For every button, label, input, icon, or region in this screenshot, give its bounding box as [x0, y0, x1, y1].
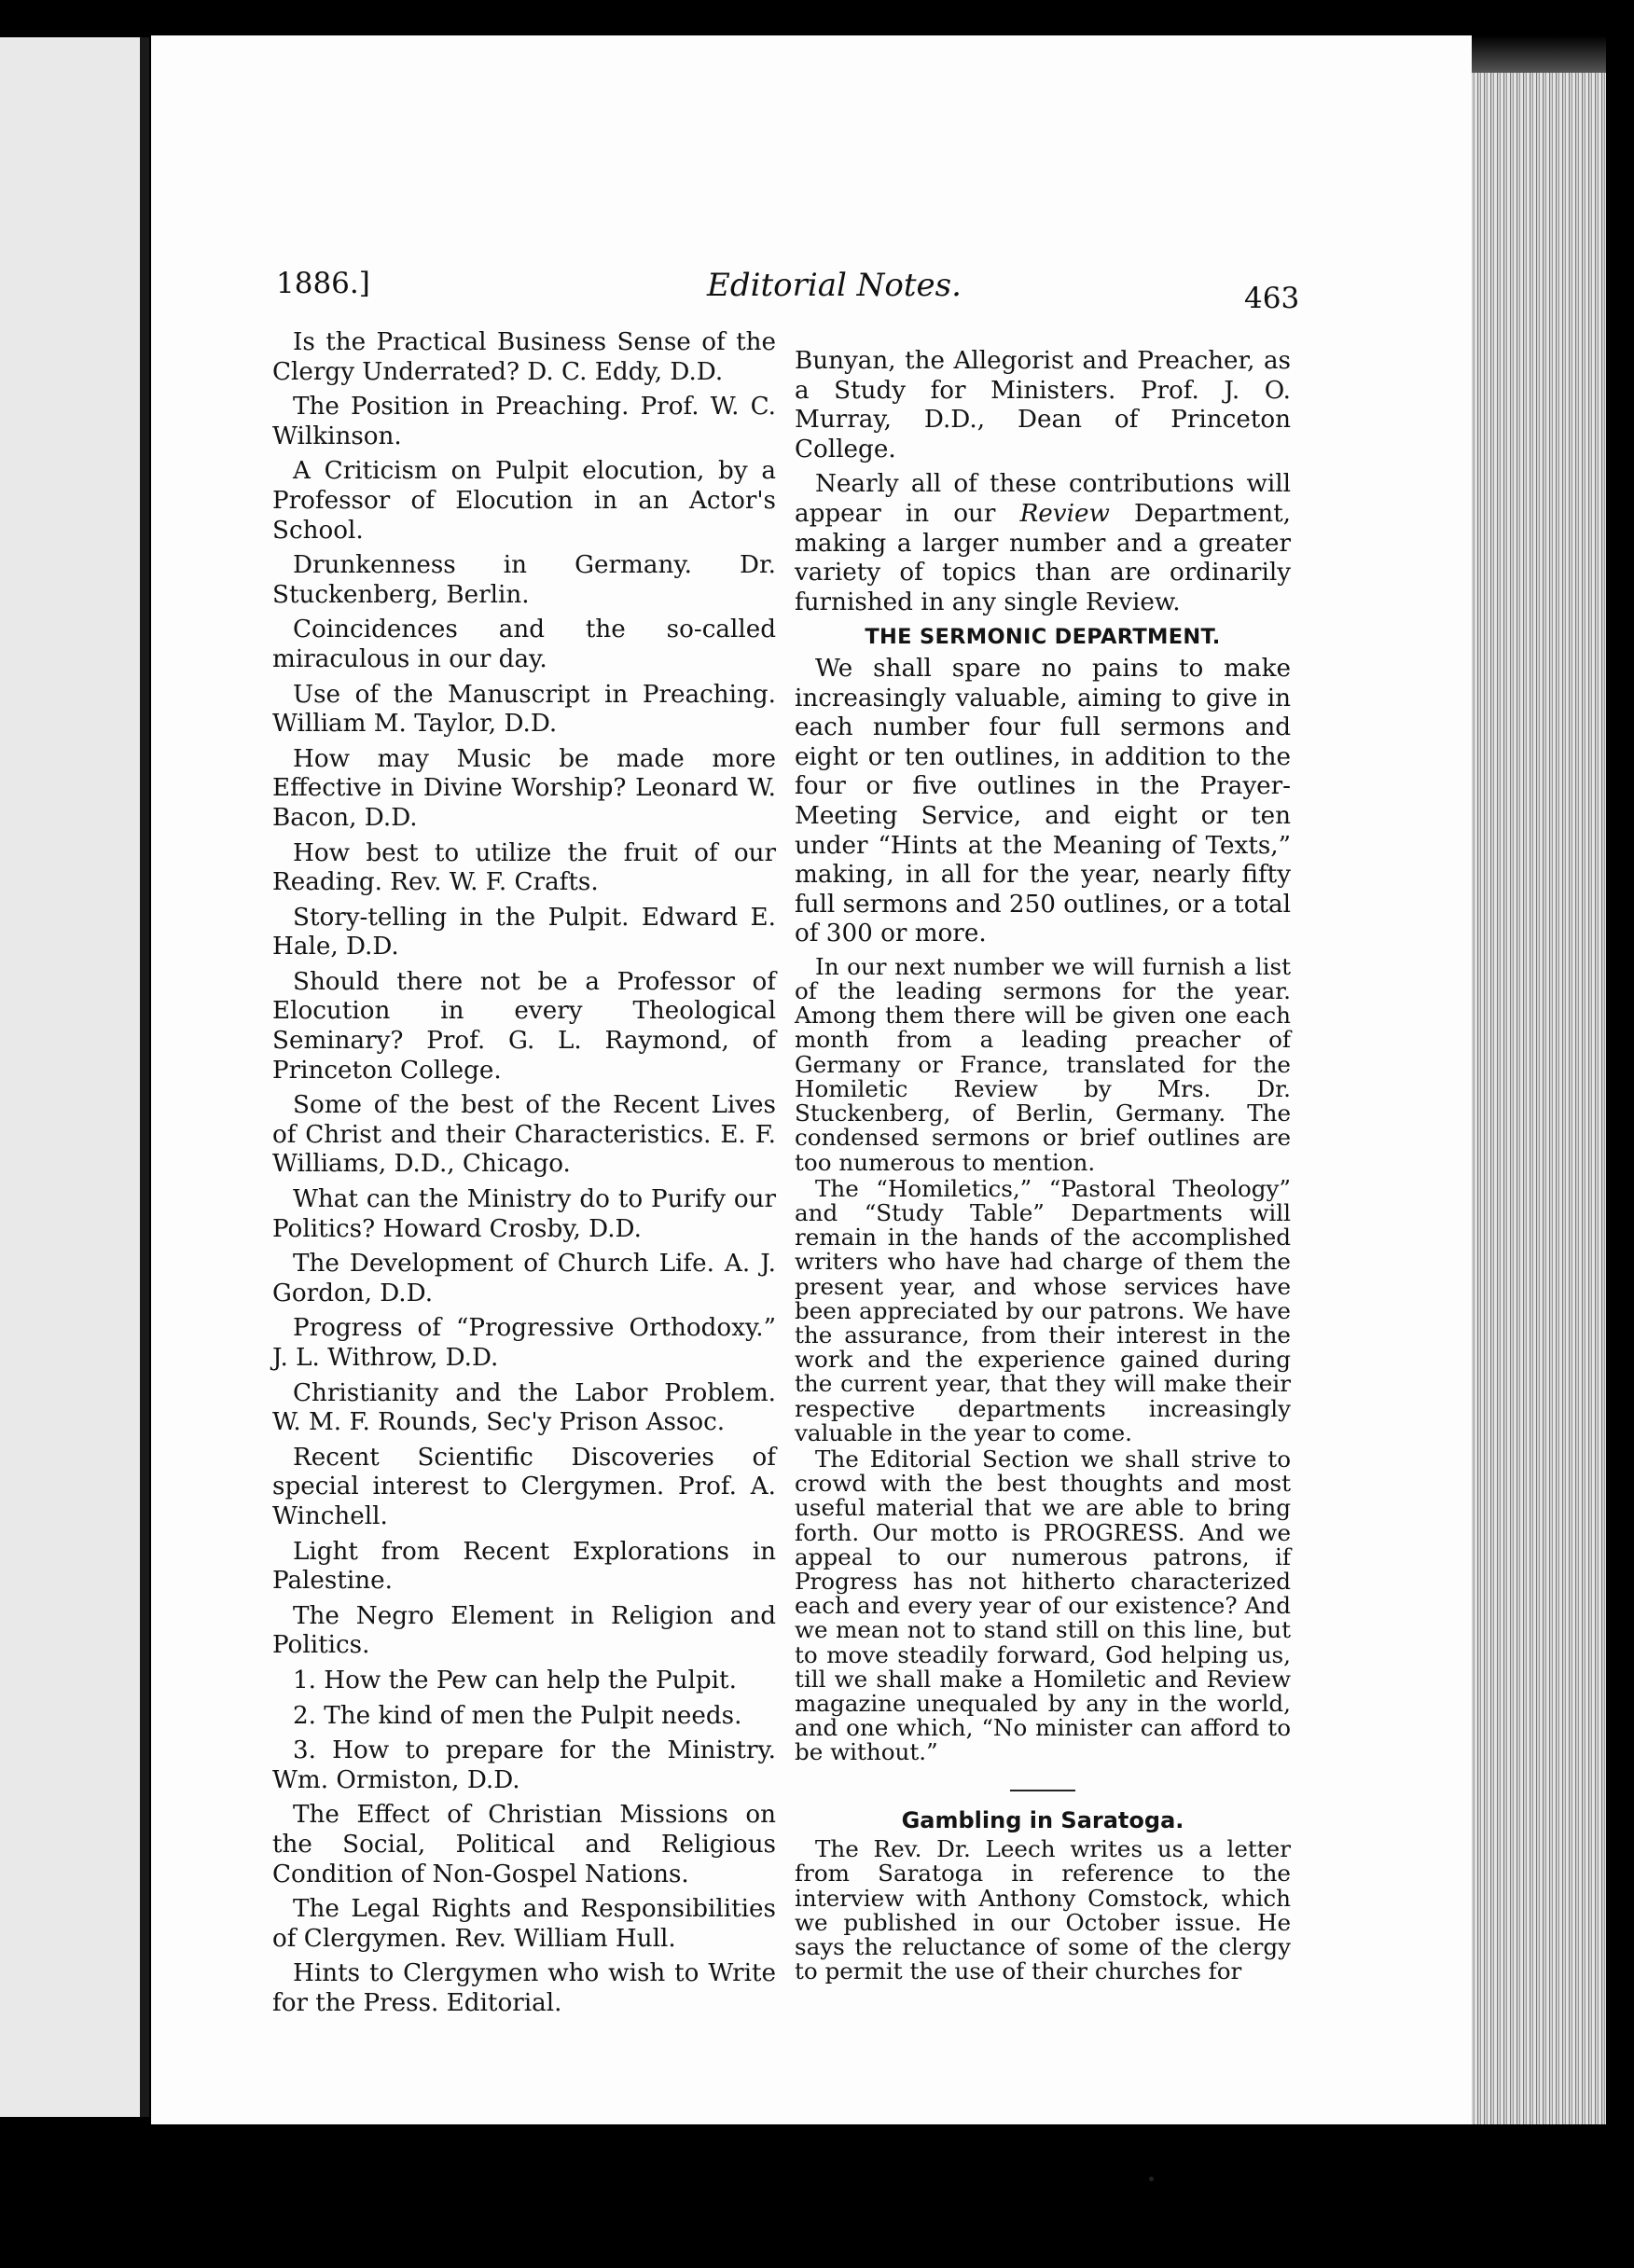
contents-item: Hints to Clergymen who wish to Write for the Press. Editorial. [272, 1959, 776, 2017]
contributions-paragraph [795, 470, 1291, 617]
contents-item: Recent Scientific Discoveries of special interest to Clergymen. Prof. A. Winchell. [272, 1443, 776, 1530]
contents-item: Should there not be a Professor of Elocution in every Theological Seminary? Prof. G. L. Raymond, of Princeton College. [272, 967, 776, 1085]
contents-item: Drunkenness in Germany. Dr. Stuckenberg, Berlin. [272, 551, 776, 609]
section-divider [1010, 1790, 1075, 1791]
contents-item: How may Music be made more Effective in Divine Worship? Leonard W. Bacon, D.D. [272, 744, 776, 832]
contents-item: The Position in Preaching. Prof. W. C. Wilkinson. [272, 393, 776, 450]
contents-item: The Legal Rights and Responsibilities of Clergymen. Rev. William Hull. [272, 1895, 776, 1953]
sermonic-department-heading: THE SERMONIC DEPARTMENT. [865, 625, 1221, 650]
page-number: 463 [1244, 282, 1300, 315]
sermonic-paragraph: We shall spare no pains to make increasingly valuable, aiming to give in each number four full sermons and eight or ten outlines, in addition to the four or five outlines in the Prayer-Meeting Service, and eight or ten under “Hints at the Meaning of Texts,” making, in all for the year, nearly fifty full sermons and 250 outlines, or a total of 300 or more. [795, 654, 1291, 948]
page-block-edges [1472, 73, 1606, 2124]
review-italic: Review [1019, 499, 1110, 528]
previous-page-edge [0, 37, 140, 2117]
departments-paragraph: The “Homiletics,” “Pastoral Theology” and “Study Table” Departments will remain in the hands of the accomplished writers who have had charge of them the present year, and whose services have been appreciated by our patrons. We have the assurance, from their interest in the work and the experience gained during the current year, that they will make their respective departments increasingly valuable in the year to come. [795, 1174, 1291, 1446]
header-year: 1886.] [276, 267, 370, 300]
contents-item: Use of the Manuscript in Preaching. William M. Taylor, D.D. [272, 680, 776, 739]
contents-item: A Criticism on Pulpit elocution, by a Professor of Elocution in an Actor's School. [272, 457, 776, 545]
gambling-paragraph: The Rev. Dr. Leech writes us a letter from Saratoga in reference to the interview with Anthony Comstock, which we published in our October issue. He says the reluctance of some of the clergy to permit the use of their churches for [795, 1835, 1291, 1985]
gambling-heading: Gambling in Saratoga. [901, 1806, 1184, 1833]
small-type-section [795, 952, 1291, 1985]
contents-item: The Negro Element in Religion and Politics. [272, 1601, 776, 1660]
contents-item: Coincidences and the so-called miraculous in our day. [272, 615, 776, 673]
contents-item: What can the Ministry do to Purify our Politics? Howard Crosby, D.D. [272, 1185, 776, 1243]
contents-item: The Development of Church Life. A. J. Gordon, D.D. [272, 1250, 776, 1307]
right-column [795, 347, 1291, 1985]
contents-item: Some of the best of the Recent Lives of Christ and their Characteristics. E. F. Williams, D.D., Chicago. [272, 1091, 776, 1179]
contents-item: Light from Recent Explorations in Palestine. [272, 1537, 776, 1596]
bunyan-item: Bunyan, the Allegorist and Preacher, as a Study for Ministers. Prof. J. O. Murray, D.D., Dean of Princeton College. [795, 347, 1291, 463]
contents-item: Is the Practical Business Sense of the Clergy Underrated? D. C. Eddy, D.D. [272, 328, 776, 386]
contributions-text-a: Nearly all of these contributions will appear in our [795, 470, 1291, 528]
contributions-text-b: Department, making a larger number and a greater variety of topics than are ordinarily furnished in any single Review. [795, 499, 1292, 616]
header-title: Editorial Notes. [707, 267, 962, 304]
contents-item: Story-telling in the Pulpit. Edward E. Hale, D.D. [272, 903, 776, 961]
contents-item: Progress of “Progressive Orthodoxy.” J. L. Withrow, D.D. [272, 1314, 776, 1372]
contents-item: 2. The kind of men the Pulpit needs. [293, 1701, 742, 1730]
next-number-paragraph: In our next number we will furnish a list of the leading sermons for the year. Among them there will be given one each month from a leading preacher of Germany or France, translated for the Homiletic Review by Mrs. Dr. Stuckenberg, of Berlin, Germany. The condensed sermons or brief outlines are too numerous to mention. [795, 952, 1291, 1176]
contents-item: Christianity and the Labor Problem. W. M. F. Rounds, Sec'y Prison Assoc. [272, 1378, 776, 1437]
editorial-section-paragraph: The Editorial Section we shall strive to crowd with the best thoughts and most useful material that we are able to bring forth. Our motto is PROGRESS. And we appeal to our numerous patrons, if Progress has not hitherto characterized each and every year of our existence? And we mean not to stand still on this line, but to move steadily forward, God helping us, till we shall make a Homiletic and Review magazine unequaled by any in the world, and one which, “No minister can afford to be without.” [795, 1445, 1291, 1766]
contents-item: How best to utilize the fruit of our Reading. Rev. W. F. Crafts. [272, 838, 776, 897]
contents-item: The Effect of Christian Missions on the Social, Political and Religious Condition of Non-Gospel Nations. [272, 1801, 776, 1888]
contents-item: 3. How to prepare for the Ministry. Wm. Ormiston, D.D. [272, 1736, 776, 1794]
contents-item: 1. How the Pew can help the Pulpit. [293, 1666, 737, 1694]
ink-speck [1149, 2177, 1154, 2181]
left-column [272, 328, 776, 2024]
